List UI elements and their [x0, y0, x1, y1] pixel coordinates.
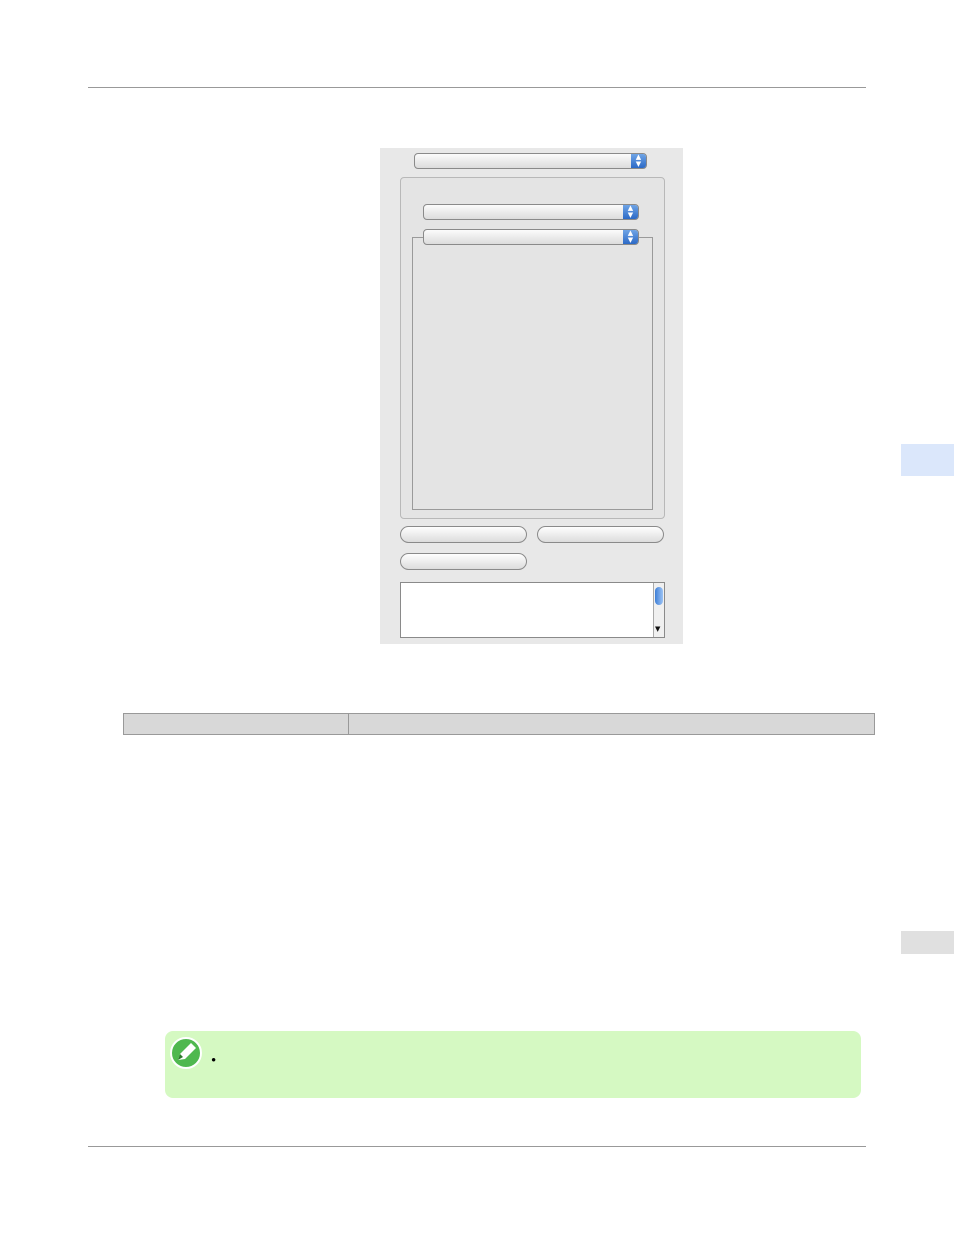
footer-divider: [88, 1146, 866, 1147]
color-adjustment-popup[interactable]: [423, 229, 639, 245]
header-setting: [124, 714, 349, 735]
header-divider: [88, 87, 866, 88]
scroll-down-icon[interactable]: ▼: [655, 625, 661, 633]
print-button[interactable]: [537, 526, 664, 543]
header-details: [349, 714, 875, 735]
settings-table: [123, 713, 875, 735]
pencil-note-icon: [170, 1037, 202, 1069]
popup-arrows-icon: ▲ ▼: [631, 154, 646, 168]
color-settings-popup[interactable]: [414, 153, 647, 169]
bullet-icon: •: [211, 1053, 217, 1069]
printer-info-list[interactable]: [400, 582, 665, 638]
list-scrollbar[interactable]: [653, 583, 664, 637]
adjustment-box: [412, 237, 653, 510]
popup-arrows-icon: ▲ ▼: [623, 230, 638, 244]
table-header-row: [124, 714, 875, 735]
update-printer-info-button[interactable]: [400, 553, 527, 570]
popup-arrows-icon: ▲ ▼: [623, 205, 638, 219]
page-number: [901, 931, 954, 954]
restore-defaults-button[interactable]: [400, 526, 527, 543]
scrollbar-thumb[interactable]: [655, 587, 663, 605]
chapter-tab[interactable]: [901, 444, 954, 476]
note-box: [165, 1031, 861, 1098]
color-adjustment-panel: [380, 148, 683, 644]
color-mode-popup[interactable]: [423, 204, 639, 220]
